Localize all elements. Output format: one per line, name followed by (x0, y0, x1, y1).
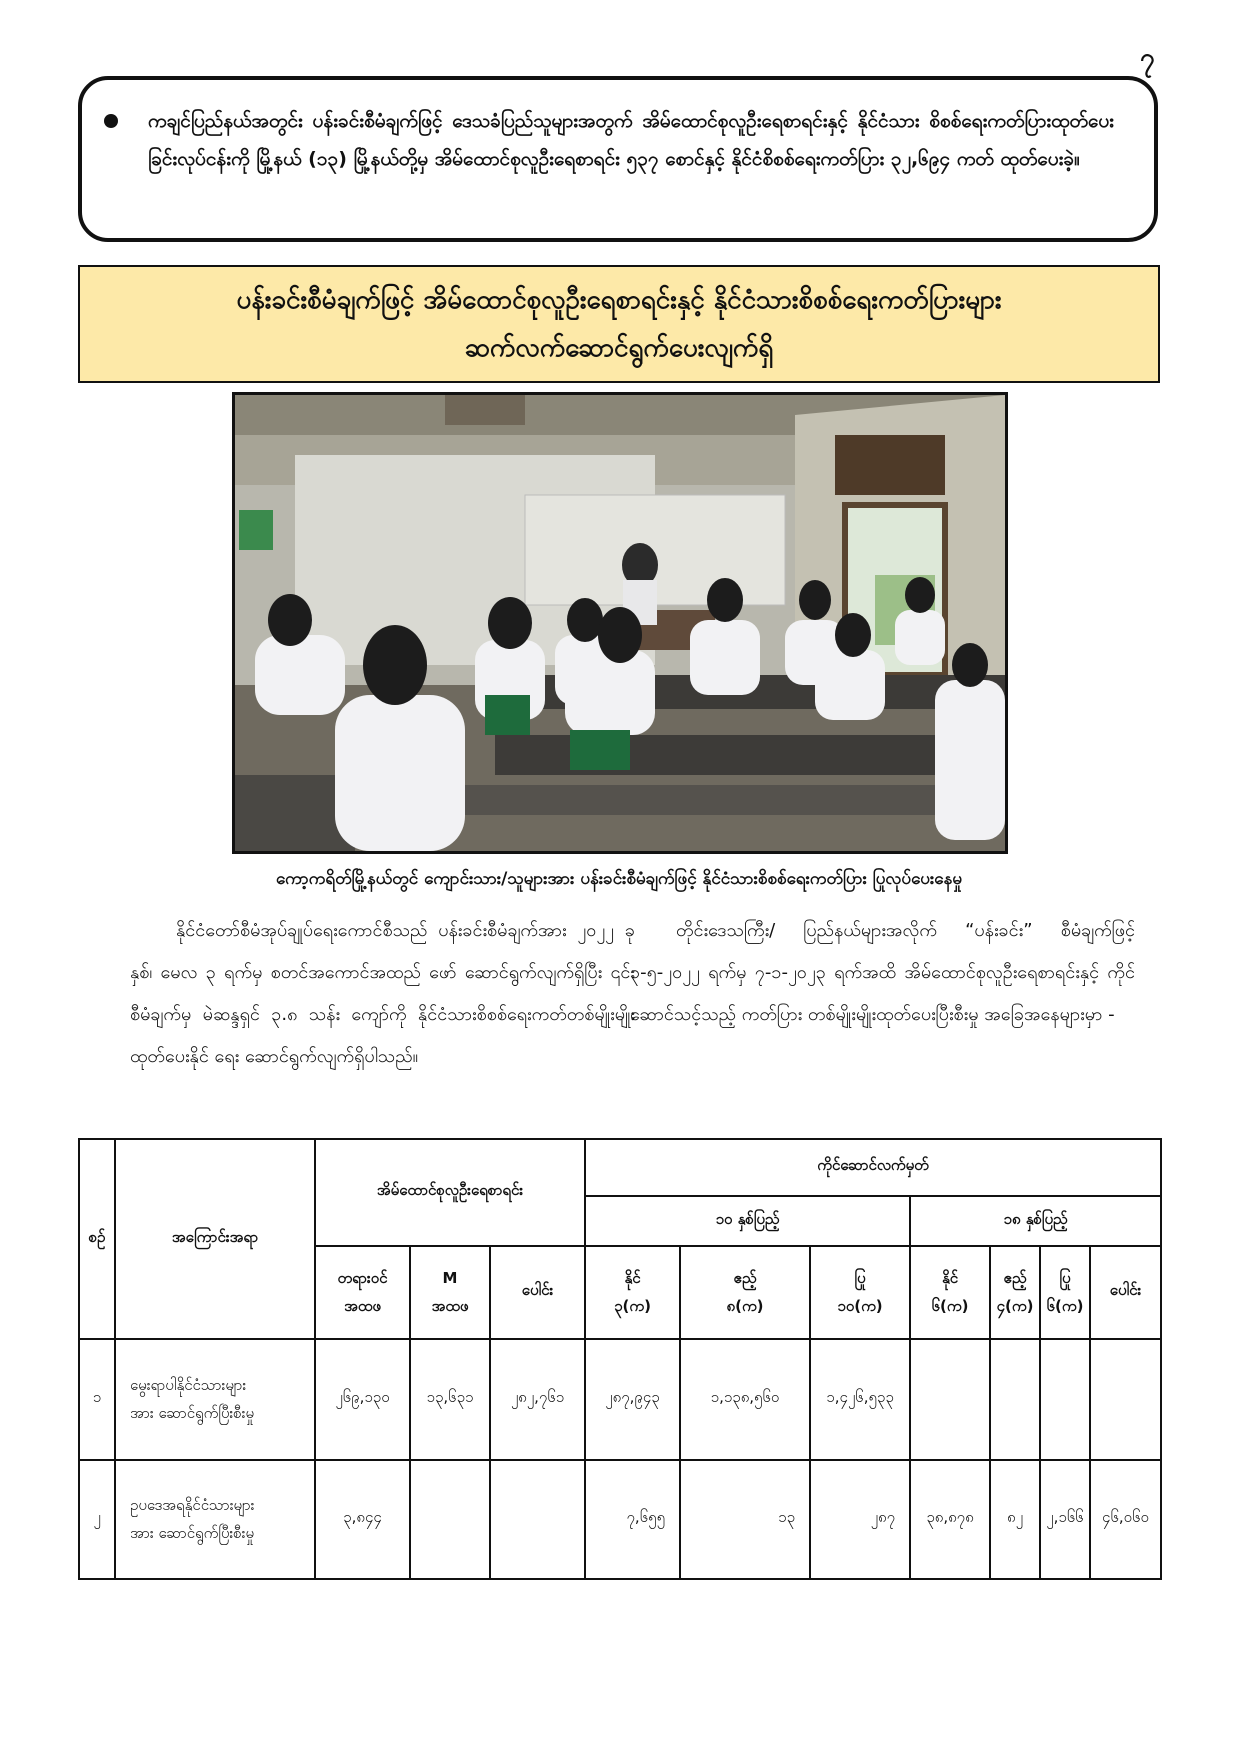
headline-line-1: ပန်းခင်းစီမံချက်ဖြင့် အိမ်ထောင်စုလူဦးရေစာရင်းနှင့် နိုင်ငံသားစိစစ်ရေးကတ်ပြားများ (236, 285, 1002, 315)
cell-legal: ၂၆၉,၁၃၀ (315, 1339, 410, 1460)
cell-total18: ၄၆,၀၆၀ (1090, 1460, 1161, 1579)
cell-total18 (1090, 1339, 1161, 1460)
header-m: M အထဖ (410, 1246, 490, 1339)
cell-natzd18: ၂,၁၆၆ (1040, 1460, 1090, 1579)
cell-total: ၂၈၂,၇၆၁ (490, 1339, 585, 1460)
headline-line-2: ဆက်လက်ဆောင်ရွက်ပေးလျက်ရှိ (464, 333, 774, 363)
cell-natzd10: ၂၈၇ (810, 1460, 910, 1579)
header-assoc10: ဧည့် ၈(က) (680, 1246, 810, 1339)
cell-assoc18 (990, 1339, 1040, 1460)
body-left-column: နိုင်ငံတော်စီမံအုပ်ချုပ်ရေးကောင်စီသည် ပန်းခင်းစီမံချက်အား ၂၀၂၂ ခုနှစ်၊ မေလ ၃ ရက်မှ စတင်အကောင်အထည် ဖော် ဆောင်ရွက်လျက်ရှိပြီး ၎င်းစီမံချက်မှ မဲဆန္ဒရှင် ၃.၈ သန်း ကျော်ကို နိုင်ငံသားစိစစ်ရေးကတ်တစ်မျိုးမျိုး ထုတ်ပေးနိုင် ရေး ဆောင်ရွက်လျက်ရှိပါသည်။ (130, 920, 635, 1067)
row-topic: မွေးရာပါနိုင်ငံသားများ အား ဆောင်ရွက်ပြီးစီးမှု (115, 1339, 315, 1460)
header-household: အိမ်ထောင်စုလူဦးရေစာရင်း (315, 1139, 585, 1246)
cell-assoc10: ၁,၁၃၈,၅၆၀ (680, 1339, 810, 1460)
page-number: ၇ (1140, 43, 1155, 73)
header-nat18: နိုင် ၆(က) (910, 1246, 990, 1339)
cell-total (490, 1460, 585, 1579)
row-no: ၁ (79, 1339, 115, 1460)
header-natzd10: ပြု ၁၀(က) (810, 1246, 910, 1339)
cell-legal: ၃,၈၄၄ (315, 1460, 410, 1579)
header-assoc18: ဧည့် ၄(က) (990, 1246, 1040, 1339)
header-cards: ကိုင်ဆောင်လက်မှတ် (585, 1139, 1161, 1196)
header-total18: ပေါင်း (1090, 1246, 1161, 1339)
cell-m (410, 1460, 490, 1579)
cell-nat18: ၃၈,၈၇၈ (910, 1460, 990, 1579)
cell-nat10: ၇,၆၅၅ (585, 1460, 680, 1579)
highlight-text: ကချင်ပြည်နယ်အတွင်း ပန်းခင်းစီမံချက်ဖြင့် ဒေသခံပြည်သူများအတွက် အိမ်ထောင်စုလူဦးရေစာရင်းနှင့် နိုင်ငံသား စိစစ်ရေးကတ်ပြားထုတ်ပေးခြင်းလုပ်ငန်းကို မြို့နယ် (၁၃) မြို့နယ်တို့မှ အိမ်ထောင်စုလူဦးရေစာရင်း ၅၃၇ စောင်နှင့် နိုင်ငံစိစစ်ရေးကတ်ပြား ၃၂,၆၉၄ ကတ် ထုတ်ပေးခဲ့။ (148, 110, 1114, 170)
header-18-years: ၁၈ နှစ်ပြည့် (910, 1196, 1161, 1246)
bullet-dot-icon (104, 114, 118, 128)
cell-assoc18: ၈၂ (990, 1460, 1040, 1579)
cell-natzd18 (1040, 1339, 1090, 1460)
header-legal: တရားဝင် အထဖ (315, 1246, 410, 1339)
cell-nat10: ၂၈၇,၉၄၃ (585, 1339, 680, 1460)
table-row (79, 1460, 1161, 1579)
row-topic: ဥပဒေအရနိုင်ငံသားများ အား ဆောင်ရွက်ပြီးစီးမှု (115, 1460, 315, 1579)
header-10-years: ၁၀ နှစ်ပြည့် (585, 1196, 910, 1246)
table-row (79, 1339, 1161, 1460)
header-natzd18: ပြု ၆(က) (1040, 1246, 1090, 1339)
header-topic: အကြောင်းအရာ (115, 1139, 315, 1339)
photo-caption: ကော့ကရိတ်မြို့နယ်တွင် ကျောင်းသား/သူများအား ပန်းခင်းစီမံချက်ဖြင့် နိုင်ငံသားစိစစ်ရေးကတ်ပြား ပြုလုပ်ပေးနေမှု (275, 869, 963, 889)
cell-nat18 (910, 1339, 990, 1460)
row-no: ၂ (79, 1460, 115, 1579)
headline-banner (78, 265, 1160, 383)
cell-m: ၁၃,၆၃၁ (410, 1339, 490, 1460)
body-right-column: တိုင်းဒေသကြီး/ ပြည်နယ်များအလိုက် “ပန်းခင်း” စီမံချက်ဖြင့် ၃-၅-၂၀၂၂ ရက်မှ ၇-၁-၂၀၂၃ ရက်အထိ အိမ်ထောင်စုလူဦးရေစာရင်းနှင့် ကိုင်ဆောင်သင့်သည့် ကတ်ပြား တစ်မျိုးမျိုးထုတ်ပေးပြီးစီးမှု အခြေအနေများမှာ - (630, 920, 1135, 1025)
header-nat10: နိုင် ၃(က) (585, 1246, 680, 1339)
header-no: စဉ် (79, 1139, 115, 1339)
cell-natzd10: ၁,၄၂၆,၅၃၃ (810, 1339, 910, 1460)
header-total: ပေါင်း (490, 1246, 585, 1339)
highlight-box (78, 76, 1158, 242)
statistics-table (78, 1138, 1162, 1580)
cell-assoc10: ၁၃ (680, 1460, 810, 1579)
classroom-photo (232, 392, 1008, 854)
